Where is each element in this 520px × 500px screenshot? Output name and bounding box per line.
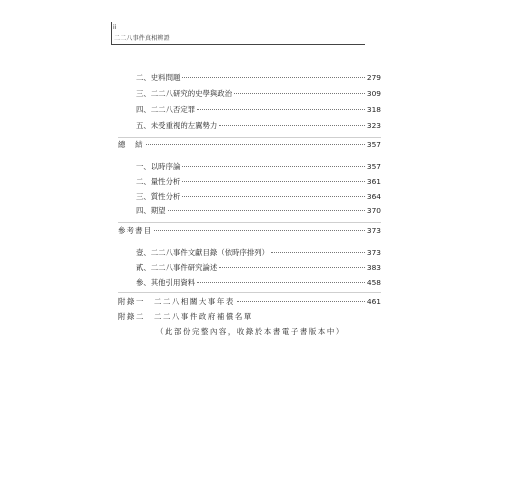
toc-entry-page: 323: [366, 121, 381, 130]
section-divider: [118, 292, 381, 293]
header-horizontal-rule: [111, 44, 365, 45]
dot-leader: [237, 301, 365, 302]
toc-entry-label: 貳、二二八事件研究論述: [136, 263, 218, 272]
dot-leader: [182, 166, 365, 167]
dot-leader: [197, 109, 365, 110]
toc-entry-label: 五、未受重視的左翼勢力: [136, 121, 218, 130]
dot-leader: [182, 196, 365, 197]
toc-entry[interactable]: [136, 248, 381, 258]
toc-appendix[interactable]: [118, 297, 381, 307]
toc-entry-page: 318: [366, 105, 381, 114]
toc-entry-page: 309: [366, 89, 381, 98]
toc-entry-label: 三、二二八研究的史學與政治: [136, 89, 233, 98]
toc-chapter-label: 參考書目: [118, 226, 153, 235]
header-vertical-rule: [111, 22, 112, 44]
toc-entry[interactable]: [136, 206, 381, 216]
toc-entry-label: 一、以時序論: [136, 162, 181, 171]
dot-leader: [234, 93, 365, 94]
toc-chapter[interactable]: [118, 140, 381, 150]
toc-entry-label: 四、期望: [136, 206, 166, 215]
dot-leader: [182, 77, 365, 78]
toc-entry-page: 373: [366, 248, 381, 257]
section-divider: [118, 222, 381, 223]
dot-leader: [168, 210, 365, 211]
toc-entry-page: 279: [366, 73, 381, 82]
toc-entry-page: 370: [366, 206, 381, 215]
toc-entry-label: 二、史料問題: [136, 73, 181, 82]
toc-entry[interactable]: [136, 278, 381, 288]
toc-appendix[interactable]: 附錄二 二二八事件政府補償名單: [118, 312, 253, 321]
running-title: 二二八事件真相辨證: [114, 35, 170, 42]
toc-entry[interactable]: [136, 177, 381, 187]
toc-entry[interactable]: [136, 105, 381, 115]
toc-entry-page: 364: [366, 192, 381, 201]
toc-chapter[interactable]: [118, 226, 381, 236]
dot-leader: [154, 230, 365, 231]
toc-entry[interactable]: [136, 192, 381, 202]
dot-leader: [197, 282, 365, 283]
toc-entry-label: 四、二二八否定罪: [136, 105, 196, 114]
toc-entry[interactable]: [136, 73, 381, 83]
toc-chapter-label: 總 結: [118, 140, 144, 149]
toc-chapter-page: 373: [366, 226, 381, 235]
toc-appendix-page: 461: [366, 297, 381, 306]
toc-entry[interactable]: [136, 89, 381, 99]
toc-entry-label: 二、量性分析: [136, 177, 181, 186]
page-number: ii: [113, 24, 117, 31]
dot-leader: [271, 252, 365, 253]
toc-entry[interactable]: [136, 162, 381, 172]
dot-leader: [146, 144, 365, 145]
dot-leader: [182, 181, 365, 182]
toc-entry-page: 458: [366, 278, 381, 287]
dot-leader: [219, 267, 365, 268]
toc-appendix-label: 附錄一 二二八相關大事年表: [118, 297, 235, 306]
toc-entry-label: 三、質性分析: [136, 192, 181, 201]
toc-note: （此部份完整內容，收錄於本書電子書版本中）: [156, 327, 345, 336]
toc-entry[interactable]: [136, 121, 381, 131]
toc-entry-label: 參、其他引用資料: [136, 278, 196, 287]
toc-entry-page: 361: [366, 177, 381, 186]
toc-entry-page: 383: [366, 263, 381, 272]
toc-entry-label: 壹、二二八事件文獻目錄（依時序排列）: [136, 248, 270, 257]
dot-leader: [219, 125, 365, 126]
toc-chapter-page: 357: [366, 140, 381, 149]
section-divider: [118, 137, 381, 138]
toc-entry-page: 357: [366, 162, 381, 171]
toc-entry[interactable]: [136, 263, 381, 273]
